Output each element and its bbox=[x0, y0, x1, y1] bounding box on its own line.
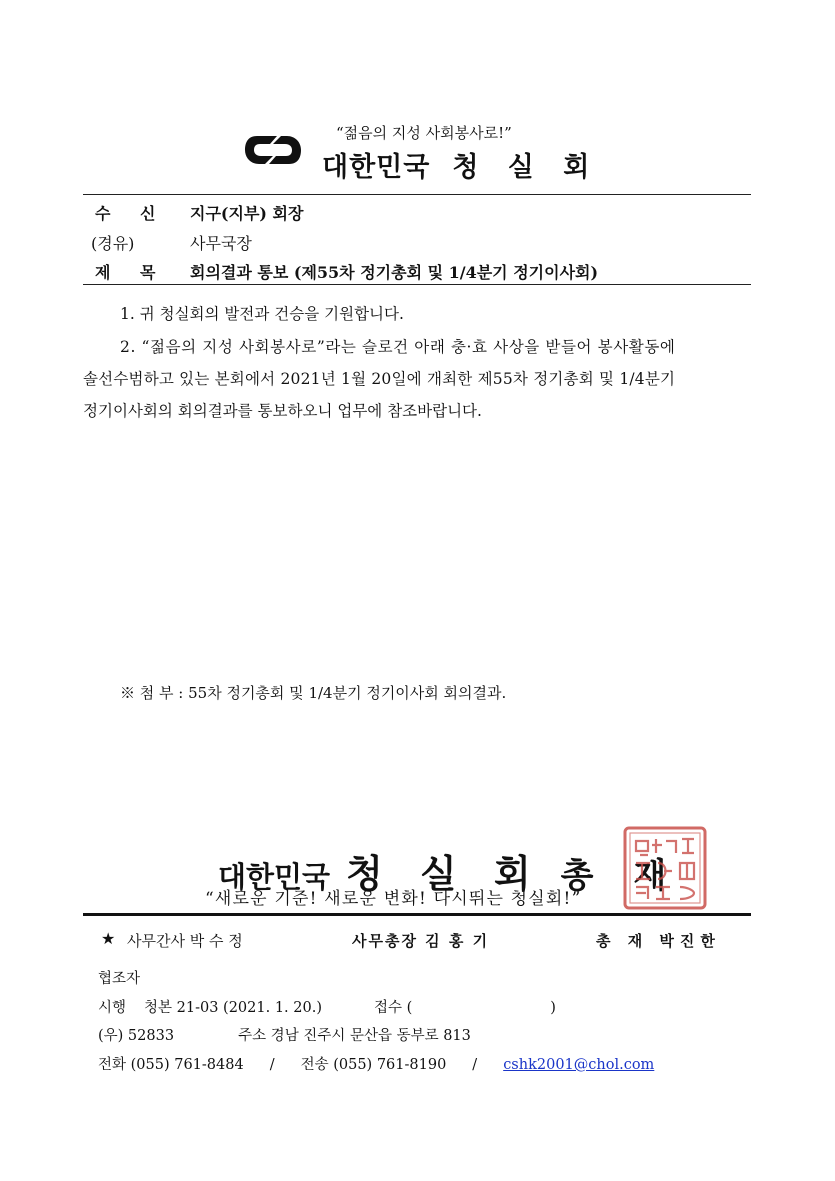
signature-president: 총 재 박진한 bbox=[596, 932, 721, 950]
footer-slogan: “새로운 기준! 새로운 변화! 다시뛰는 청실회!” bbox=[205, 889, 582, 909]
footer-rule bbox=[83, 913, 751, 916]
recipient-label: 수 신 bbox=[95, 204, 168, 223]
org-logo-icon bbox=[243, 130, 303, 170]
recipient-value: 지구(지부) 회장 bbox=[190, 204, 304, 223]
via-value: 사무국장 bbox=[190, 234, 252, 253]
attachment-note: ※ 첨 부 : 55차 정기총회 및 1/4분기 정기이사회 회의결과. bbox=[120, 684, 507, 702]
enforcement-row bbox=[98, 996, 556, 1017]
star-icon: ★ bbox=[101, 929, 116, 948]
footer-org-part1: 대한민국 bbox=[218, 860, 331, 894]
signature-secretary-general: 사무총장 김 홍 기 bbox=[352, 932, 490, 950]
org-title-part1: 대한민국 bbox=[322, 152, 431, 183]
official-seal-stamp bbox=[622, 825, 708, 911]
contact-row bbox=[98, 1053, 654, 1074]
cooperator-label: 협조자 bbox=[98, 971, 141, 987]
subject-rule bbox=[83, 284, 751, 285]
address-row bbox=[98, 1024, 471, 1045]
subject-label: 제 목 bbox=[95, 263, 168, 282]
header-rule bbox=[83, 194, 751, 195]
subject-value: 회의결과 통보 (제55차 정기총회 및 1/4분기 정기이사회) bbox=[190, 263, 599, 282]
via-label: (경유) bbox=[91, 234, 135, 253]
body-paragraph-2-line2: 솔선수범하고 있는 본회에서 2021년 1월 20일에 개최한 제55차 정기총회 및 1/4분기 bbox=[83, 370, 676, 388]
email-link[interactable]: cshk2001@chol.com bbox=[503, 1057, 655, 1073]
receipt-close: ) bbox=[550, 1000, 556, 1016]
body-paragraph-2-line3: 정기이사회의 회의결과를 통보하오니 업무에 참조바랍니다. bbox=[83, 402, 482, 420]
postal-code: (우) 52833 bbox=[98, 1028, 175, 1044]
signature-staff-secretary: 사무간사 박 수 정 bbox=[127, 932, 243, 950]
slash-separator: / bbox=[472, 1057, 478, 1073]
body-paragraph-1: 1. 귀 청실회의 발전과 건승을 기원합니다. bbox=[120, 305, 404, 323]
body-paragraph-2-line1: 2. “젊음의 지성 사회봉사로”라는 슬로건 아래 충·효 사상을 받들어 봉사활동에 bbox=[120, 338, 676, 356]
org-title-part2: 청 실 회 bbox=[452, 152, 600, 183]
org-title bbox=[322, 145, 599, 184]
receipt-label: 접수 ( bbox=[374, 1000, 413, 1016]
telephone: 전화 (055) 761-8484 bbox=[98, 1057, 244, 1073]
slash-separator: / bbox=[269, 1057, 275, 1073]
header-slogan: “젊음의 지성 사회봉사로!” bbox=[336, 124, 512, 142]
enforcement-value: 청본 21-03 (2021. 1. 20.) bbox=[144, 1000, 322, 1016]
footer-org-part3: 총 재 bbox=[560, 856, 681, 896]
enforcement-label: 시행 bbox=[98, 1000, 127, 1016]
address: 주소 경남 진주시 문산읍 동부로 813 bbox=[238, 1028, 471, 1044]
fax: 전송 (055) 761-8190 bbox=[300, 1057, 447, 1073]
footer-org-part2: 청 실 회 bbox=[346, 851, 543, 896]
